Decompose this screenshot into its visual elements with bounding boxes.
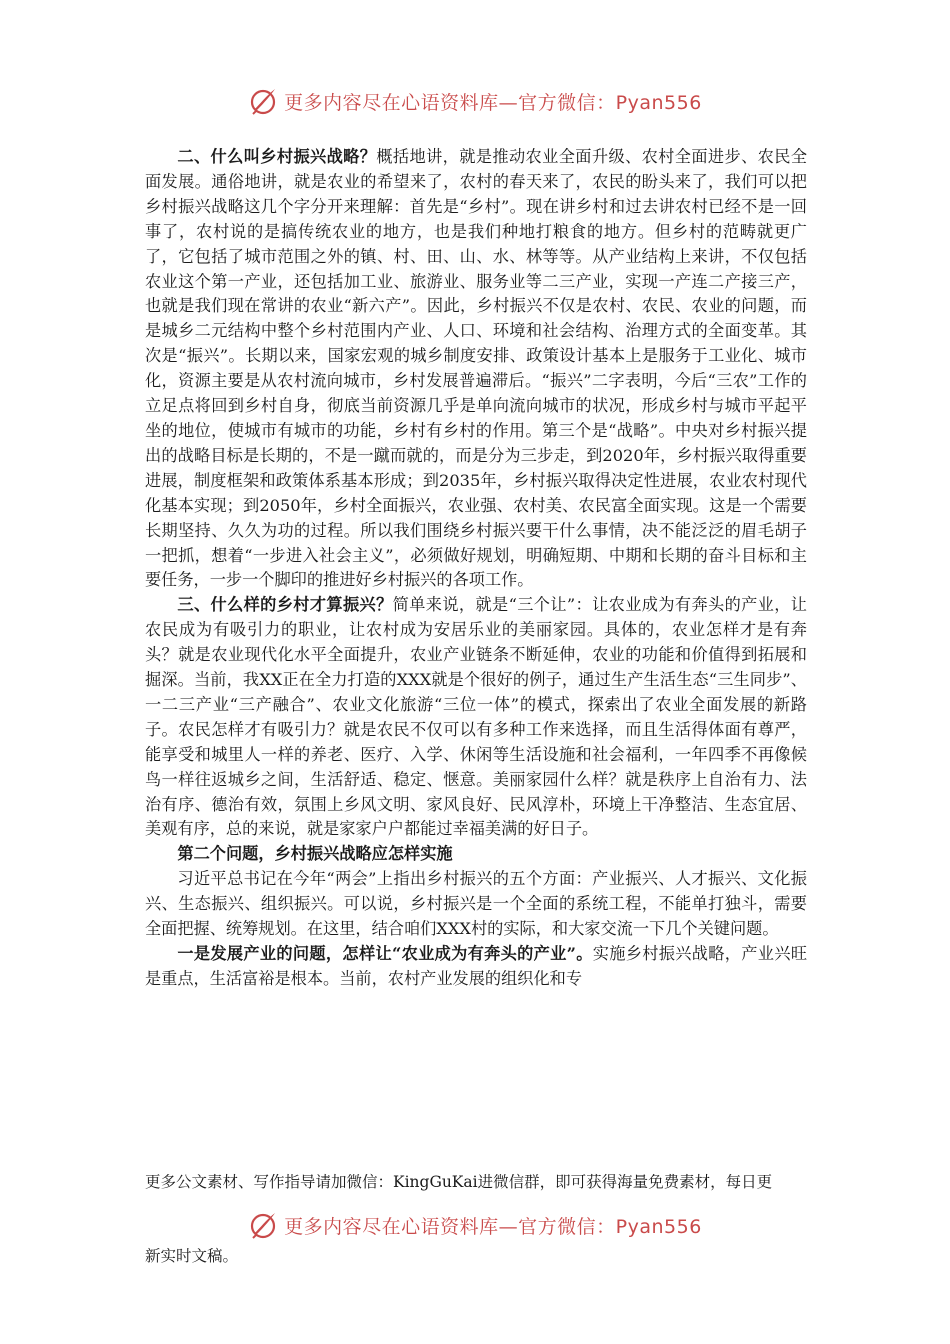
section-heading: 二、什么叫乡村振兴战略？ — [177, 147, 377, 166]
header-watermark-text: 更多内容尽在心语资料库—官方微信：Pyan556 — [284, 91, 702, 114]
quill-logo-icon — [248, 1210, 278, 1240]
section-heading: 第二个问题，乡村振兴战略应怎样实施 — [177, 844, 453, 864]
footer-promo-line-continued: 新实时文稿。 — [145, 1247, 239, 1265]
section-heading: 三、什么样的乡村才算振兴？ — [177, 595, 393, 615]
paragraph-industry — [145, 942, 807, 992]
paragraph-text: 概括地讲，就是推动农业全面升级、农村全面进步、农民全面发展。通俗地讲，就是农业的希望来了，农村的春天来了，农民的盼头来了，我们可以把乡村振兴战略这几个字分开来理解：首先是“乡村”。现在讲乡村和过去讲农村已经不是一回事了，农村说的是搞传统农业的地方，也是我们种地打粮食的地方。但乡村的范畴就更广了，它包括了城市范围之外的镇、村、田、山、水、林等等。从产业结构上来讲，不仅包括农业这个第一产业，还包括加工业、旅游业、服务业等二三产业，实现一产连二产接三产，也就是我们现在常讲的农业“新六产”。因此，乡村振兴不仅是农村、农民、农业的问题，而是城乡二元结构中整个乡村范围内产业、人口、环境和社会结构、治理方式的全面变革。其次是“振兴”。长期以来，国家宏观的城乡制度安排、政策设计基本上是服务于工业化、城市化，资源主要是从农村流向城市，乡村发展普遍滞后。“振兴”二字表明，今后“三农”工作的立足点将回到乡村自身，彻底当前资源几乎是单向流向城市的状况，形成乡村与城市平起平坐的地位，使城市有城市的功能，乡村有乡村的作用。第三个是“战略”。中央对乡村振兴提出的战略目标是长期的，不是一蹴而就的，而是分为三步走，到2020年，乡村振兴取得重要进展，制度框架和政策体系基本形成；到2035年，乡村振兴取得决定性进展，农业农村现代化基本实现；到2050年，乡村全面振兴，农业强、农村美、农民富全面实现。这是一个需要长期坚持、久久为功的过程。所以我们围绕乡村振兴要干什么事情，决不能泛泛的眉毛胡子一把抓，想着“一步进入社会主义”，必须做好规划，明确短期、中期和长期的奋斗目标和主要任务，一步一个脚印的推进好乡村振兴的各项工作。 — [145, 147, 808, 590]
paragraph-question-two-heading — [145, 842, 807, 867]
paragraph-five-aspects — [145, 867, 807, 942]
quill-logo-icon — [248, 86, 278, 116]
section-heading: 一是发展产业的问题，怎样让“农业成为有奔头的产业”。 — [177, 944, 593, 963]
footer-watermark-banner — [0, 1210, 950, 1240]
paragraph-text: 实施乡村振兴战略，产业兴旺是重点，生活富裕是根本。当前，农村产业发展的组织化和专 — [145, 944, 808, 988]
paragraph-text: 简单来说，就是“三个让”：让农业成为有奔头的产业，让农民成为有吸引力的职业，让农村成为安居乐业的美丽家园。具体的，农业怎样才是有奔头？就是农业现代化水平全面提升，农业产业链条不断延伸，农业的功能和价值得到拓展和掘深。当前，我XX正在全力打造的XXX就是个很好的例子，通过生产生活生态“三生同步”、一二三产业“三产融合”、农业文化旅游“三位一体”的模式，探索出了农业全面发展的新路子。农民怎样才有吸引力？就是农民不仅可以有多种工作来选择，而且生活得体面有尊严，能享受和城里人一样的养老、医疗、入学、休闲等生活设施和社会福利，一年四季不再像候鸟一样往返城乡之间，生活舒适、稳定、惬意。美丽家园什么样？就是秩序上自治有力、法治有序、德治有效，氛围上乡风文明、家风良好、民风淳朴，环境上干净整洁、生态宜居、美观有序，总的来说，就是家家户户都能过幸福美满的好日子。 — [145, 595, 807, 839]
footer-watermark-text: 更多内容尽在心语资料库—官方微信：Pyan556 — [284, 1215, 702, 1238]
footer-promo-line: 更多公文素材、写作指导请加微信：KingGuKai进微信群，即可获得海量免费素材，每日更 — [145, 1173, 773, 1191]
paragraph-text: 习近平总书记在今年“两会”上指出乡村振兴的五个方面：产业振兴、人才振兴、文化振兴、生态振兴、组织振兴。可以说，乡村振兴是一个全面的系统工程，不能单打独斗，需要全面把握、统筹规划。在这里，结合咱们XXX村的实际，和大家交流一下几个关键问题。 — [145, 869, 807, 939]
document-body — [145, 145, 807, 992]
header-watermark-banner — [0, 86, 950, 116]
paragraph-section-two — [145, 145, 807, 593]
paragraph-section-three — [145, 593, 807, 842]
